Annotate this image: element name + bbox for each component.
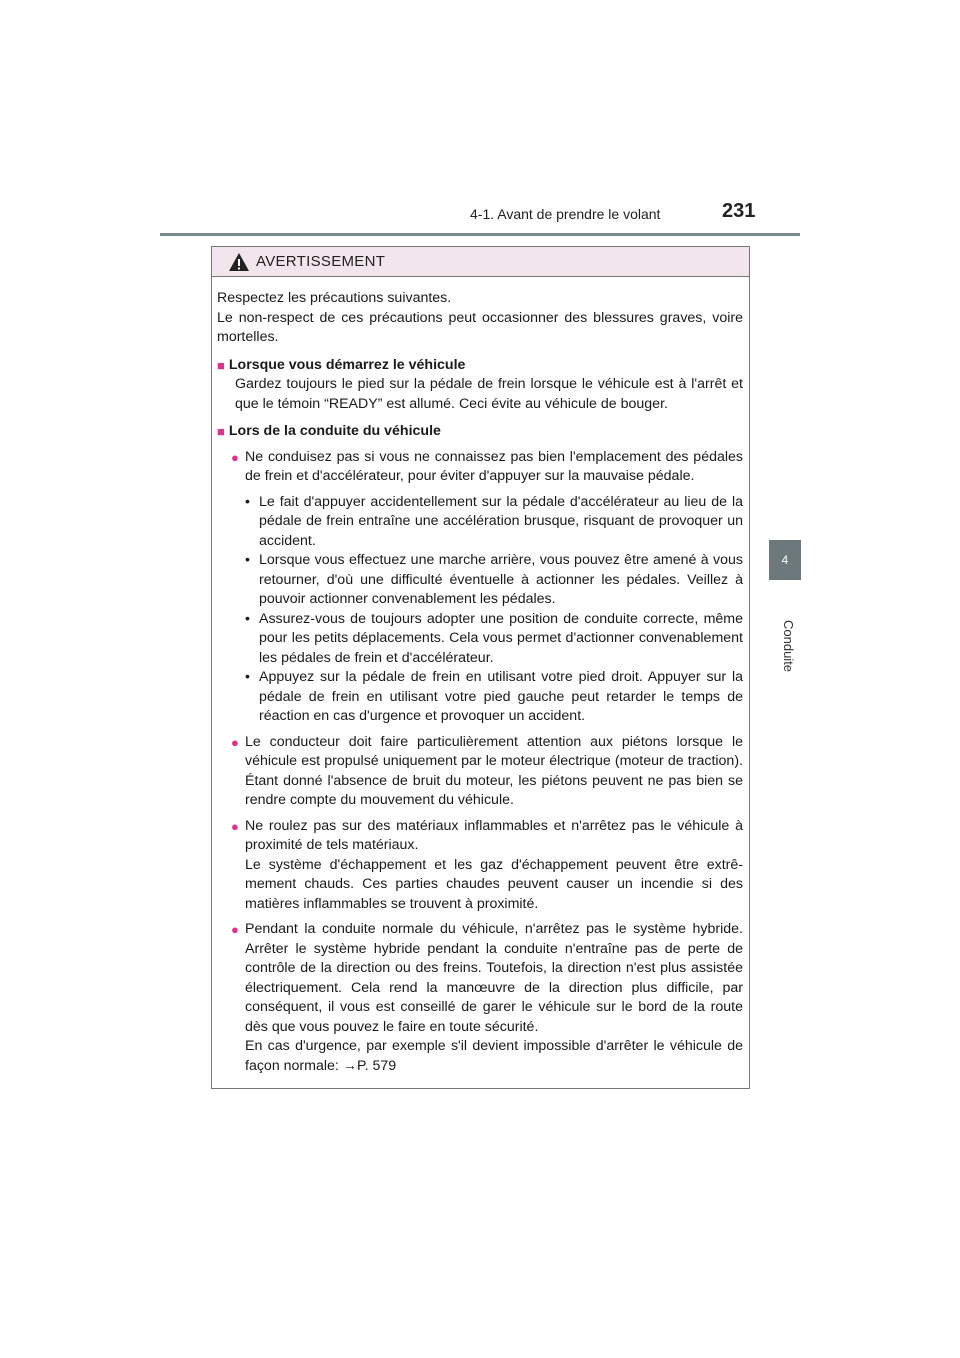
sub-bullet-icon: •	[245, 493, 250, 510]
sub-bullet-icon: •	[245, 552, 250, 568]
section-heading: ■ Lors de la conduite du véhicule	[217, 422, 743, 442]
warning-title: AVERTISSEMENT	[256, 253, 386, 270]
dot-bullet-icon: ●	[231, 818, 239, 834]
sub-list-item: • Appuyez sur la pédale de frein en utilisant votre pied droit. Appuyer sur la pédale de frein en utilisant votre pied gauche peut retarder le temps de réaction en cas d'urgence et provoquer un accident.	[245, 668, 743, 727]
list-item: ● Ne roulez pas sur des matériaux inflammables et n'arrêtez pas le véhicule à proximité de tels matériaux. Le système d'échappement et les gaz d'échappement peuvent être extrê-mement chauds. Ces parties chaudes peuvent causer un incendie si des matières inflammables se trouvent à proximité.	[217, 817, 743, 915]
sub-bullet-icon: •	[245, 610, 250, 627]
intro-line-2: Le non-respect de ces précautions peut occasionner des blessures graves, voire mortelles.	[217, 309, 743, 345]
section-title: 4-1. Avant de prendre le volant	[470, 206, 661, 222]
sub-list-item: • Lorsque vous effectuez une marche arrière, vous pouvez être amené à vous retourner, d'où une difficulté éventuelle à actionner les pédales. Veillez à pouvoir actionner convenablement les pédales.	[245, 551, 743, 610]
sub-list-item: • Le fait d'appuyer accidentellement sur la pédale d'accélérateur au lieu de la pédale de frein entraîne une accélération brusque, risquant de provoquer un accident.	[245, 493, 743, 552]
dot-bullet-icon: ●	[231, 922, 239, 937]
warning-header	[212, 247, 749, 277]
list-item: ● Pendant la conduite normale du véhicule, n'arrêtez pas le système hybride. Arrêter le système hybride pendant la conduite n'entraîne pas de perte de contrôle de la direction ou des freins. Toutefois, la direction n'est plus assistée électriquement. Cela rend la manœuvre de la direction plus difficile, par conséquent, il vous est conseillé de garer le véhicule sur le bord de la route dès que vous pouvez le faire en toute sécurité. En cas d'urgence, par exemple s'il devient impossible d'arrêter le véhicule de façon normale: →P. 579	[217, 920, 743, 1076]
header-rule	[160, 233, 800, 236]
sub-list-item: • Assurez-vous de toujours adopter une position de conduite correcte, même pour les petits déplacements. Cela vous permet d'actionner convenablement les pédales de frein et d'accélérateur.	[245, 610, 743, 669]
warning-body	[212, 277, 749, 1076]
chapter-label: Conduite	[781, 620, 796, 673]
dot-bullet-icon: ●	[231, 449, 239, 465]
sub-list	[245, 493, 743, 727]
list-item: ● Le conducteur doit faire particulièrement attention aux piétons lorsque le véhicule est propulsé uniquement par le moteur électrique (moteur de traction). Étant donné l'absence de bruit du moteur, les piétons peuvent ne pas bien se rendre compte du mouvement du véhicule.	[217, 733, 743, 811]
section-text: Gardez toujours le pied sur la pédale de frein lorsque le véhicule est à l'arrêt et que le témoin “READY” est allumé. Ceci évite au véhicule de bouger.	[235, 376, 743, 412]
page-reference: En cas d'urgence, par exemple s'il devient impossible d'arrêter le véhicule de façon normale: →P. 579	[245, 1038, 743, 1074]
list-item: ● Ne conduisez pas si vous ne connaissez pas bien l'emplacement des pédales de frein et d'accélérateur, pour éviter d'appuyer sur la mauvaise pédale.	[217, 448, 743, 487]
page-number: 231	[722, 200, 756, 222]
warning-box	[211, 246, 750, 1089]
square-bullet-icon: ■	[217, 424, 225, 439]
square-bullet-icon: ■	[217, 357, 225, 373]
section-heading: ■ Lorsque vous démarrez le véhicule	[217, 356, 743, 376]
sub-bullet-icon: •	[245, 669, 250, 685]
intro-line-1: Respectez les précautions suivantes.	[217, 290, 452, 306]
chapter-tab: 4	[769, 540, 801, 580]
dot-bullet-icon: ●	[231, 734, 239, 750]
warning-triangle-icon	[228, 252, 250, 272]
